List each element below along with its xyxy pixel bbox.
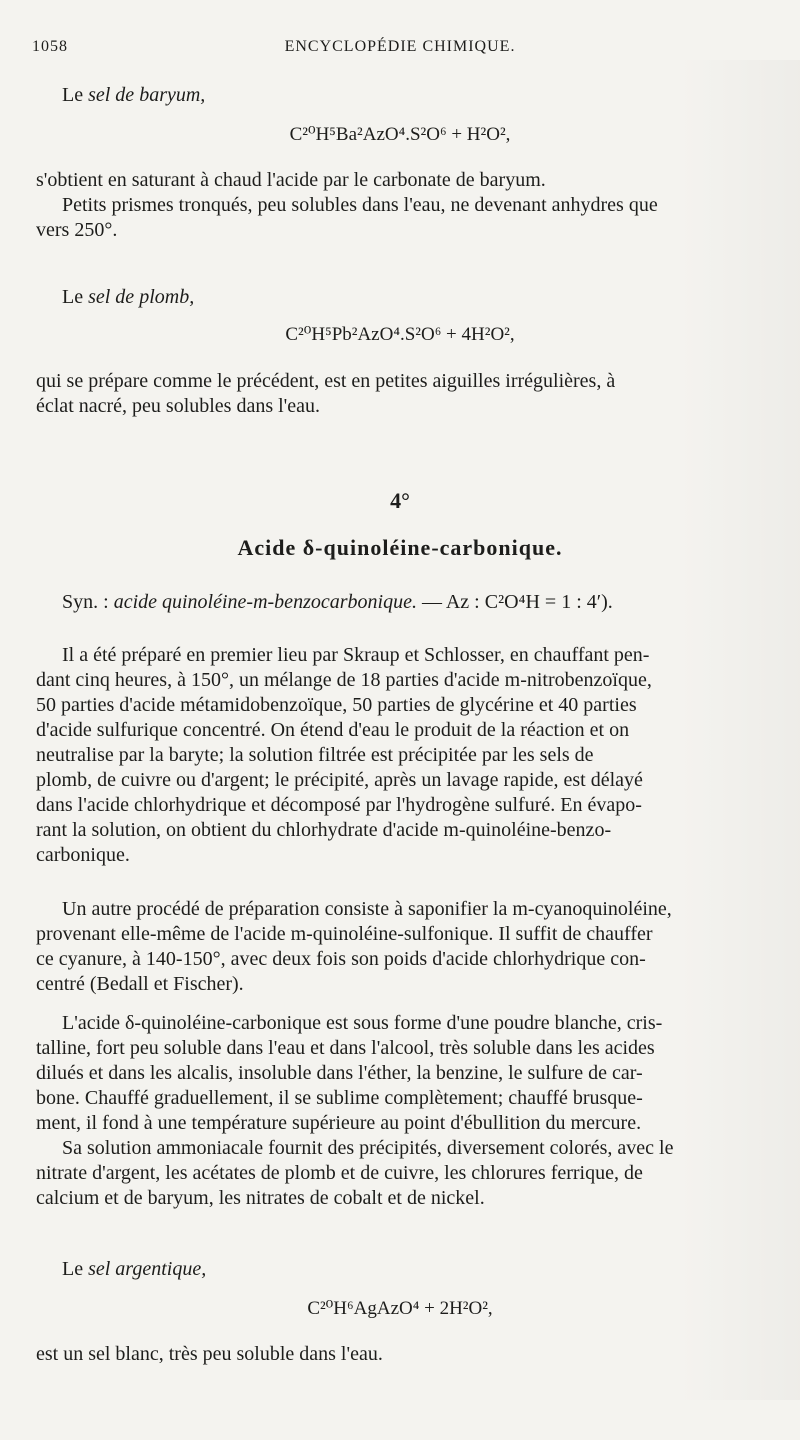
lead-salt-description: qui se prépare comme le précédent, est en petites aiguilles irrégulières, à éclat nacré, peu solubles dans l'eau. (36, 370, 616, 417)
paragraph-alternative-method: Un autre procédé de préparation consiste à saponifier la m-cyanoquinoléine, provenant elle-même de l'acide m-quinoléine-sulfonique. Il suffit de chauffer ce cyanure, à 140-150°, avec deux fois son poids d'acide chlorhydrique con- centré (Bedall et Fischer). (36, 898, 672, 995)
silver-salt-label: Le sel argentique, (62, 1258, 207, 1280)
running-title: ENCYCLOPÉDIE CHIMIQUE. (284, 38, 516, 55)
silver-salt-formula: C²⁰H⁶AgAzO⁴ + 2H²O², (307, 1298, 493, 1319)
synonym-line: Syn. : acide quinoléine-m-benzocarbonique. — Az : C²O⁴H = 1 : 4′). (62, 591, 613, 613)
lead-salt-formula: C²⁰H⁵Pb²AzO⁴.S²O⁶ + 4H²O², (285, 324, 515, 345)
silver-salt-description: est un sel blanc, très peu soluble dans l'eau. (36, 1343, 383, 1365)
paragraph-properties: L'acide δ-quinoléine-carbonique est sous forme d'une poudre blanche, cris- talline, fort peu soluble dans l'eau et dans l'alcool, très soluble dans les acides dilués et dans les alcalis, insoluble dans l'éther, la benzine, le sulfure de car- bone. Chauffé graduellement, il se sublime complètement; chauffé brusque- ment, il fond à une température supérieure au point d'ébullition du mercure. Sa solution ammoniacale fournit des précipités, diversement colorés, avec le nitrate d'argent, les acétates de plomb et de cuivre, les chlorures ferrique, de calcium et de baryum, les nitrates de cobalt et de nickel. (36, 1012, 674, 1209)
barium-salt-description: s'obtient en saturant à chaud l'acide par le carbonate de baryum. Petits prismes tronqués, peu solubles dans l'eau, ne devenant anhydres que vers 250°. (36, 169, 658, 241)
lead-salt-label: Le sel de plomb, (62, 286, 195, 308)
section-title: Acide δ-quinoléine-carbonique. (237, 535, 563, 560)
barium-salt-label: Le sel de baryum, (62, 84, 206, 106)
barium-salt-formula: C²⁰H⁵Ba²AzO⁴.S²O⁶ + H²O², (289, 124, 511, 145)
page-header (32, 38, 768, 62)
page-number: 1058 (32, 38, 68, 55)
paragraph-preparation: Il a été préparé en premier lieu par Skraup et Schlosser, en chauffant pen- dant cinq heures, à 150°, un mélange de 18 parties d'acide m-nitrobenzoïque, 50 parties d'acide métamidobenzoïque, 50 parties de glycérine et 40 parties d'acide sulfurique concentré. On étend d'eau le produit de la réaction et on neutralise par la baryte; la solution filtrée est précipitée par les sels de plomb, de cuivre ou d'argent; le précipité, après un lavage rapide, est délayé dans l'acide chlorhydrique et décomposé par l'hydrogène sulfuré. En évapo- rant la solution, on obtient du chlorhydrate d'acide m-quinoléine-benzo- carbonique. (36, 644, 652, 866)
section-number: 4° (390, 488, 410, 513)
